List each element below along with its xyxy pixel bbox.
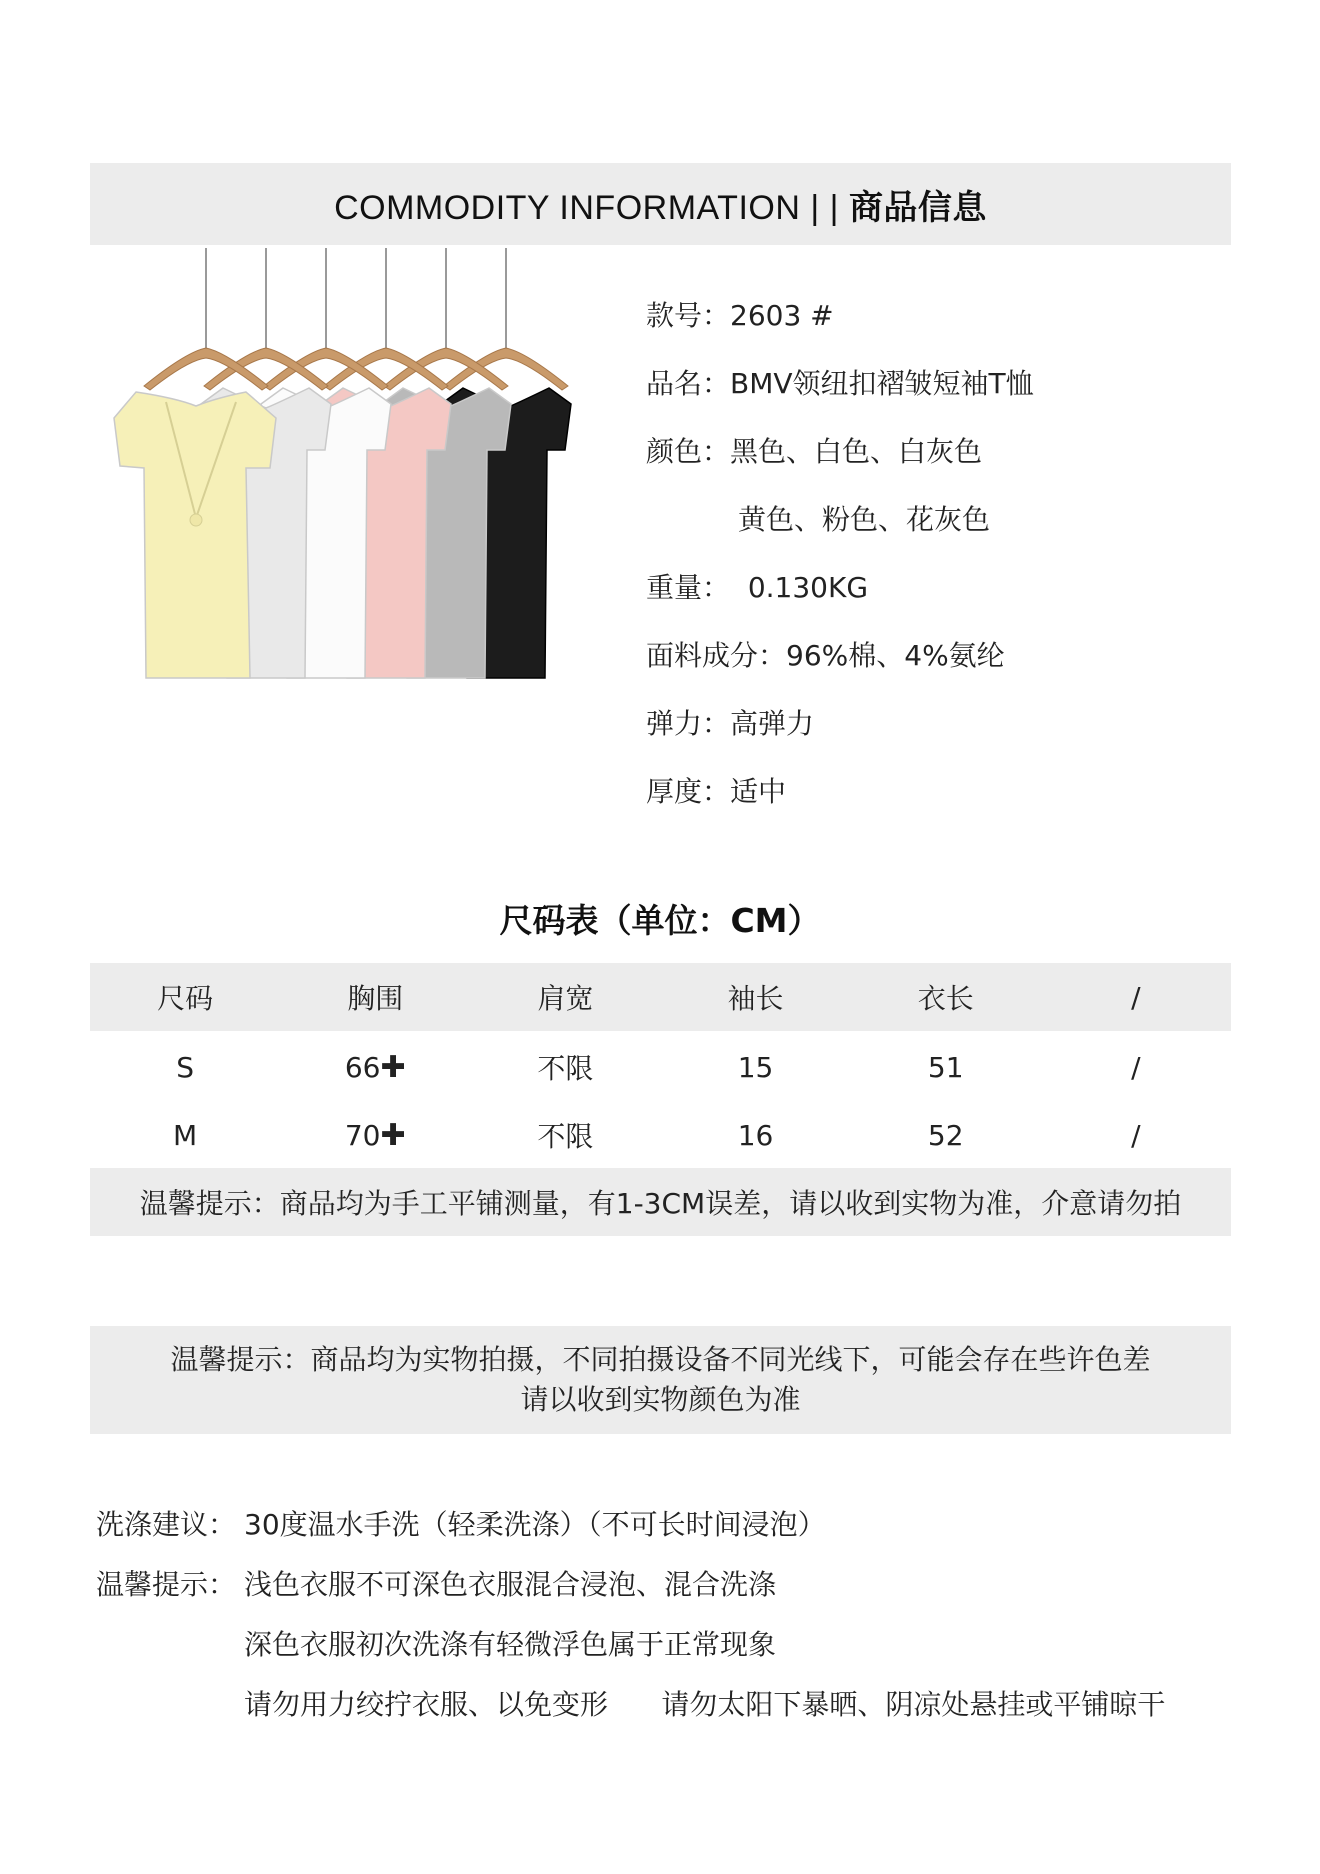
cell-sleeve: 16 xyxy=(737,1118,774,1152)
info-row-elasticity: 弹力：高弹力 xyxy=(646,707,815,740)
wash-label: 洗涤建议： xyxy=(96,1508,237,1541)
tip-row xyxy=(96,1555,1165,1615)
cell-length: 52 xyxy=(927,1118,964,1152)
col-header-sleeve: 袖长 xyxy=(727,982,784,1015)
table-row xyxy=(90,1101,1231,1169)
commodity-info-header xyxy=(90,163,1231,245)
info-row-name: 品名：BMV领纽扣褶皱短袖T恤 xyxy=(646,367,1034,400)
col-header-size: 尺码 xyxy=(157,982,214,1015)
tip-row xyxy=(96,1615,1165,1675)
col-header-other: / xyxy=(1131,980,1141,1014)
cell-chest: 70✚ xyxy=(344,1117,406,1153)
info-row-color-cont: 黄色、粉色、花灰色 xyxy=(738,503,991,536)
product-info-list xyxy=(646,282,1034,826)
product-photo xyxy=(76,248,616,688)
measurement-note: 温馨提示：商品均为手工平铺测量，有1-3CM误差，请以收到实物为准，介意请勿拍 xyxy=(90,1168,1231,1236)
cell-other: / xyxy=(1131,1050,1141,1084)
tip-label: 温馨提示： xyxy=(96,1568,237,1601)
header-title-en: COMMODITY INFORMATION xyxy=(334,188,801,227)
info-row-weight: 重量： 0.130KG xyxy=(646,571,869,604)
info-row-style-no: 款号：2603 # xyxy=(646,299,834,332)
tip-line: 深色衣服初次洗涤有轻微浮色属于正常现象 xyxy=(244,1628,777,1661)
cell-shoulder: 不限 xyxy=(537,1052,594,1085)
col-header-chest: 胸围 xyxy=(347,982,404,1015)
size-chart-table xyxy=(90,963,1231,1169)
cell-chest: 66✚ xyxy=(344,1049,406,1085)
header-title-separator: | | xyxy=(810,188,839,227)
info-row-thickness: 厚度：适中 xyxy=(646,775,787,808)
cell-shoulder: 不限 xyxy=(537,1120,594,1153)
color-note-line-2: 请以收到实物颜色为准 xyxy=(520,1383,801,1416)
info-row-fabric: 面料成分：96%棉、4%氨纶 xyxy=(646,639,1005,672)
col-header-length: 衣长 xyxy=(917,982,974,1015)
table-row xyxy=(90,1031,1231,1101)
cell-sleeve: 15 xyxy=(737,1050,774,1084)
tip-line: 浅色衣服不可深色衣服混合浸泡、混合洗涤 xyxy=(244,1568,777,1601)
col-header-shoulder: 肩宽 xyxy=(537,982,594,1015)
care-instructions xyxy=(96,1495,1165,1735)
info-row-color: 颜色：黑色、白色、白灰色 xyxy=(646,435,983,468)
tip-row xyxy=(96,1675,1165,1735)
size-chart-title: 尺码表（单位：CM） xyxy=(499,901,821,940)
header-title xyxy=(334,180,987,229)
cell-size: S xyxy=(176,1050,194,1084)
size-chart-header-row xyxy=(90,963,1231,1031)
shirts-on-hangers-image xyxy=(76,248,616,688)
header-title-cn: 商品信息 xyxy=(848,187,987,228)
color-difference-note xyxy=(90,1326,1231,1434)
plus-icon: ✚ xyxy=(380,1049,406,1085)
plus-icon: ✚ xyxy=(380,1117,406,1153)
wash-text: 30度温水手洗（轻柔洗涤）（不可长时间浸泡） xyxy=(244,1508,826,1541)
cell-size: M xyxy=(172,1118,198,1152)
cell-length: 51 xyxy=(927,1050,964,1084)
wash-advice-row xyxy=(96,1495,1165,1555)
cell-other: / xyxy=(1131,1118,1141,1152)
color-note-line-1: 温馨提示：商品均为实物拍摄，不同拍摄设备不同光线下，可能会存在些许色差 xyxy=(170,1343,1151,1376)
tip-line: 请勿用力绞拧衣服、以免变形 请勿太阳下暴晒、阴凉处悬挂或平铺晾干 xyxy=(244,1688,1166,1721)
